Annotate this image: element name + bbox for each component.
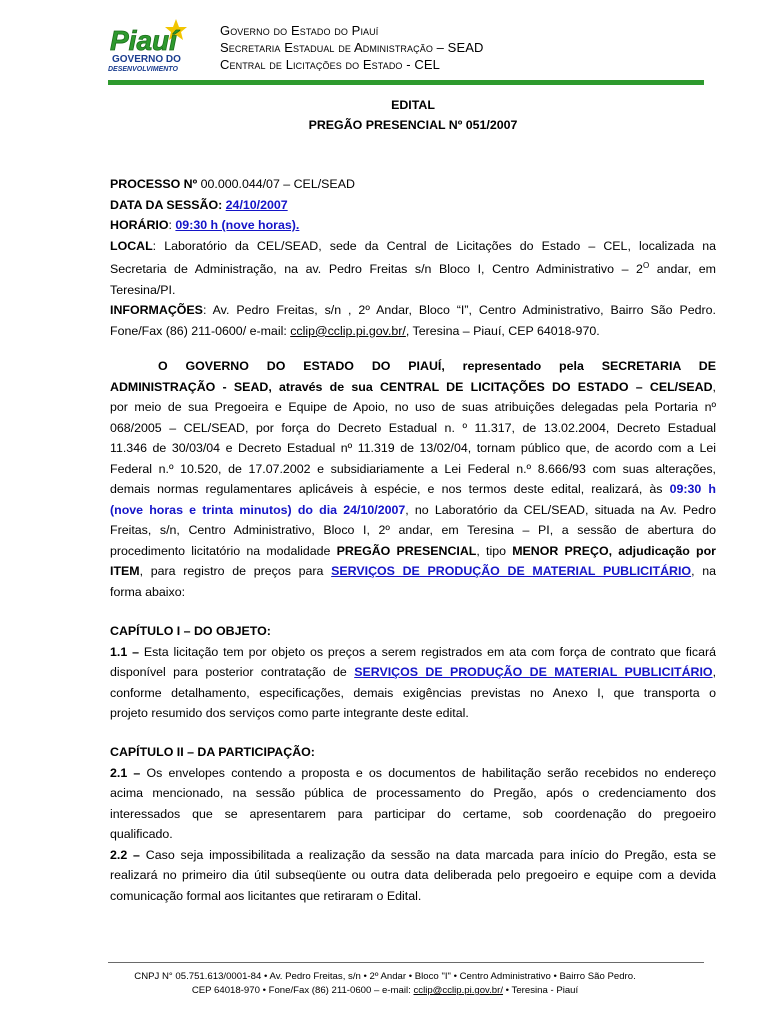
chapter-2-1-line-2: acima mencionado, na sessão pública de processamento do Pregão, após o credenciamento dos	[110, 786, 716, 800]
horario-value: 09:30 h (nove horas).	[175, 218, 300, 232]
title-pregao: PREGÃO PRESENCIAL Nº 051/2007	[308, 118, 518, 132]
preamble-line-12: forma abaixo:	[110, 584, 186, 599]
footer-text	[0, 970, 770, 998]
header-text	[220, 22, 483, 73]
process-info	[110, 174, 716, 341]
chapter-2	[110, 742, 716, 906]
preamble-line-2: ADMINISTRAÇÃO - SEAD, através de sua CENTRAL DE LICITAÇÕES DO ESTADO – CEL/SEAD,	[110, 379, 716, 394]
preamble-line-11: ITEM, para registro de preços para SERVIÇOS DE PRODUÇÃO DE MATERIAL PUBLICITÁRIO, na	[110, 564, 716, 578]
chapter-2-1-line-1: 2.1 – Os envelopes contendo a proposta e os documentos de habilitação serão recebidos no endereço	[110, 765, 716, 780]
chapter-1-line-2: disponível para posterior contratação de SERVIÇOS DE PRODUÇÃO DE MATERIAL PUBLICITÁRIO,	[110, 665, 717, 679]
chapter-1	[110, 621, 716, 724]
objeto-link-2: SERVIÇOS DE PRODUÇÃO DE MATERIAL PUBLICITÁRIO	[354, 665, 713, 679]
header-line-3	[220, 56, 483, 73]
chapter-2-heading: CAPÍTULO II – DA PARTICIPAÇÃO:	[110, 745, 315, 759]
info-label: INFORMAÇÕES	[110, 303, 203, 318]
logo-wordmark: Piauí	[110, 25, 177, 56]
header-central: Central de Licitações do Estado	[220, 57, 403, 72]
preamble-line-8: (nove horas e trinta minutos) do dia 24/10/2007, no Laboratório da CEL/SEAD, situada na Av. Pedro	[110, 502, 716, 517]
data-value: 24/10/2007	[225, 197, 288, 212]
chapter-2-1-line-3: interessados que se apresentarem para participar do certame, sob coordenação do pregoeiro	[110, 806, 716, 821]
header-cel: - CEL	[402, 57, 440, 72]
info-line-1: INFORMAÇÕES: Av. Pedro Freitas, s/n , 2º Andar, Bloco “I”, Centro Administrativo, Bairro São Pedro.	[110, 303, 716, 318]
chapter-2-2-line-1: 2.2 – Caso seja impossibilitada a realização da sessão na data marcada para início do Pregão, esta se	[110, 847, 716, 862]
processo-line	[110, 174, 716, 195]
preamble-line-5: 11.346 de 30/03/04 e Decreto Estadual nº 11.319 de 13/02/04, tornam público que, de acordo com a Lei	[110, 441, 716, 455]
local-line-2: Secretaria de Administração, na av. Pedro Freitas s/n Bloco I, Centro Administrativo – $2^O$ andar, em	[110, 261, 716, 277]
preamble-paragraph	[110, 356, 716, 602]
logo-subtitle-2: DESENVOLVIMENTO	[108, 66, 178, 73]
chapter-2-2-line-2: realizará no primeiro dia útil subseqüente ou outra data deliberada pelo pregoeiro e equipe com a devida	[110, 868, 716, 882]
header-line-1: Governo do Estado do Piauí	[220, 23, 379, 38]
piaui-logo-graphic	[106, 17, 206, 75]
title-edital: EDITAL	[391, 98, 435, 112]
logo-subtitle-1: GOVERNO DO	[112, 54, 181, 65]
chapter-1-line-3: conforme detalhamento, especificações, demais exigências previstas no Anexo I, que transporta o	[110, 685, 716, 700]
page-header	[0, 0, 770, 90]
data-line: DATA DA SESSÃO: 24/10/2007	[110, 197, 288, 212]
piaui-logo	[106, 17, 206, 75]
chapter-1-line-4: projeto resumido dos serviços como parte integrante deste edital.	[110, 706, 469, 720]
preamble-line-1: O GOVERNO DO ESTADO DO PIAUÍ, representado pela SECRETARIA DE	[158, 359, 716, 373]
chapter-1-line-1: 1.1 – Esta licitação tem por objeto os preços a serem registrados em ata com força de contrato que ficará	[110, 644, 716, 659]
local-label: LOCAL	[110, 238, 153, 253]
document-title	[110, 95, 716, 135]
footer-line-1: CNPJ N° 05.751.613/0001-84 • Av. Pedro Freitas, s/n • 2º Andar • Bloco "I" • Centro Administrativo • Bairro São Pedro.	[134, 971, 636, 982]
preamble-line-10: procedimento licitatório na modalidade PREGÃO PRESENCIAL, tipo MENOR PREÇO, adjudicação por	[110, 543, 716, 558]
horario-line: HORÁRIO: 09:30 h (nove horas).	[110, 218, 300, 232]
preamble-line-6: Federal n.º 10.520, de 17.07.2002 e subsidiariamente a Lei Federal n.º 8.666/93 com suas alterações,	[110, 461, 716, 476]
header-line-2	[220, 39, 483, 56]
preamble-line-7: demais normas regulamentares aplicáveis à espécie, e nos termos deste edital, realizará, às 09:30 h	[110, 482, 716, 496]
email-link[interactable]: cclip@cclip.pi.gov.br/	[290, 323, 406, 338]
preamble-line-9: Freitas, s/n, Centro Administrativo, Bloco I, 2º andar, em Teresina – PI, a sessão de abertura do	[110, 523, 716, 537]
local-line-3: Teresina/PI.	[110, 282, 176, 297]
header-secretaria: Secretaria Estadual de Administração	[220, 40, 433, 55]
preamble-line-4: 068/2005 – CEL/SEAD, por força do Decreto Estadual n. º 11.317, de 13.02.2004, Decreto Estadual	[110, 420, 716, 435]
header-sead: – SEAD	[432, 40, 484, 55]
processo-label: PROCESSO Nº	[110, 177, 198, 191]
header-divider	[108, 80, 704, 85]
processo-value: 00.000.044/07 – CEL/SEAD	[197, 177, 355, 191]
chapter-2-2-line-3: comunicação formal aos licitantes que retiraram o Edital.	[110, 888, 422, 903]
footer-divider	[108, 962, 704, 963]
info-line-2: Fone/Fax (86) 211-0600/ e-mail: cclip@cclip.pi.gov.br/, Teresina – Piauí, CEP 64018-970.	[110, 323, 600, 338]
footer-email-link[interactable]: cclip@cclip.pi.gov.br/	[413, 985, 504, 996]
footer-line-2: CEP 64018-970 • Fone/Fax (86) 211-0600 – e-mail: cclip@cclip.pi.gov.br/ • Teresina - Piauí	[191, 985, 579, 996]
chapter-2-1-line-4: qualificado.	[110, 827, 173, 841]
horario-label: HORÁRIO	[110, 218, 169, 232]
preamble-line-3: por meio de sua Pregoeira e Equipe de Apoio, no uso de suas atribuições delegadas pela Portaria nº	[110, 400, 716, 414]
chapter-1-heading: CAPÍTULO I – DO OBJETO:	[110, 624, 271, 638]
data-label: DATA DA SESSÃO	[110, 197, 219, 212]
objeto-link: SERVIÇOS DE PRODUÇÃO DE MATERIAL PUBLICITÁRIO	[331, 564, 692, 578]
local-line-1: LOCAL: Laboratório da CEL/SEAD, sede da Central de Licitações do Estado – CEL, localizada na	[110, 238, 716, 253]
